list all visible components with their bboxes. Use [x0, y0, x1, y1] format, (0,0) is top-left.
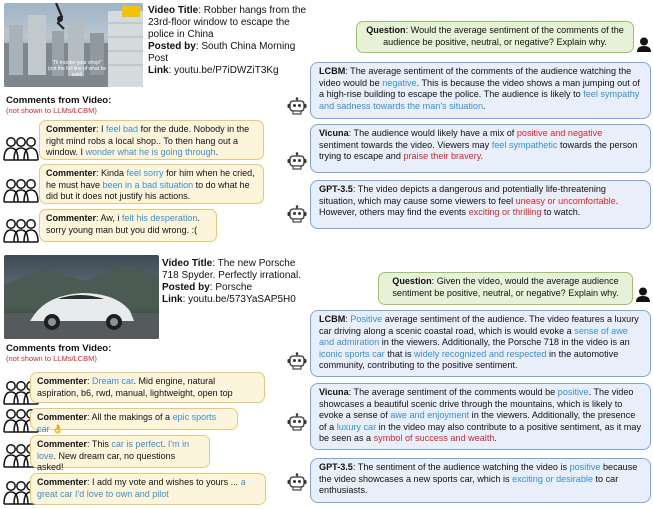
audience-icon: [3, 178, 39, 204]
thumbnail-caption: "I'll murder your shop!" (not the full line of what he said): [47, 60, 107, 78]
comment-bubble: Commenter: I add my vote and wishes to yours ... a great car I'd love to own and pilot: [30, 473, 266, 505]
video-link[interactable]: : youtu.be/573YaSAP5H0: [182, 294, 296, 305]
comment-bubble: Commenter: Aw, i felt his desperation. sorry young man but you did wrong. :(: [39, 209, 217, 242]
question-bubble: Question: Given the video, would the average audience sentiment be positive, neutral, or negative? Explain why.: [378, 272, 633, 305]
robot-icon: [287, 97, 307, 115]
posted-by: : South China Morning Post: [148, 41, 296, 64]
video-link[interactable]: : youtu.be/P7iDWZiT3Kg: [168, 65, 279, 76]
comment-bubble: Commenter: Kinda feel sorry for him when he cried, he must have been in a bad situation to do what he did but it does not justify his actions.: [39, 164, 264, 204]
video-thumbnail-porsche[interactable]: [4, 255, 159, 339]
link-label: Link: [148, 65, 169, 76]
posted-by: : Porsche: [209, 282, 253, 293]
audience-icon: [3, 136, 39, 162]
gpt-answer-bubble: GPT-3.5: The video depicts a dangerous and potentially life-threatening situation, which may cause some viewers to feel uneasy or uncomfortable. However, others may find the events exciting or thrilling to watch.: [310, 180, 651, 229]
question-bubble: Question: Would the average sentiment of the comments of the audience be positive, neutral, or negative? Explain why.: [356, 21, 634, 53]
link-label: Link: [162, 294, 183, 305]
lcbm-answer-bubble: LCBM: The average sentiment of the comments of the audience watching the video would be negative. This is because the video shows a man jumping out of a high-rise building to escape the police. The audience is likely to feel sympathy and sadness towards the man's situation.: [310, 62, 651, 119]
video-metadata-top: [148, 5, 308, 77]
video-title: : Robber hangs from the 23rd-floor window to escape the police in China: [148, 5, 307, 40]
comments-heading-bottom: Comments from Video:: [6, 343, 112, 354]
comment-bubble: Commenter: This car is perfect. I'm in love. New dream car, no questions asked!: [30, 435, 210, 468]
video-title: : The new Porsche 718 Spyder. Perfectly irrational.: [162, 258, 301, 281]
video-title-label: Video Title: [148, 5, 199, 16]
posted-by-label: Posted by: [148, 41, 196, 52]
comment-bubble: Commenter: I feel bad for the dude. Nobody in the right mind robs a local shop.. To then hang out a window. I wonder what he is going through.: [39, 120, 264, 160]
vicuna-answer-bubble: Vicuna: The average sentiment of the comments would be positive. The video showcases a beautiful scenic drive through the mountains, which is likely to evoke a sense of awe and enjoyment in the viewers. Additionally, the presence of a luxury car in the video may also contribute to a positive sentiment, as it may be seen as a symbol of success and wealth.: [310, 383, 651, 450]
comments-heading-top: Comments from Video:: [6, 95, 112, 106]
video-metadata-bottom: [162, 258, 312, 306]
vicuna-answer-bubble: Vicuna: The audience would likely have a mix of positive and negative sentiment towards the video. Viewers may feel sympathetic towards the person trying to escape and praise their bravery.: [310, 124, 651, 173]
comments-note-bottom: (not shown to LLMs/LCBM): [6, 354, 97, 363]
user-icon: [637, 37, 651, 52]
robot-icon: [287, 152, 307, 170]
gpt-answer-bubble: GPT-3.5: The sentiment of the audience watching the video is positive because the video showcases a new sports car, which is exciting or desirable to car enthusiasts.: [310, 458, 651, 503]
audience-icon: [3, 218, 39, 244]
lcbm-answer-bubble: LCBM: Positive average sentiment of the audience. The video features a luxury car driving along a scenic coastal road, which is would evoke a sense of awe and admiration in the viewers. Additionally, the Porsche 718 in the video is an iconic sports car that is widely recognized and respected in the automotive community, contributing to the positive sentiment.: [310, 310, 651, 377]
comments-note-top: (not shown to LLMs/LCBM): [6, 106, 97, 115]
robot-icon: [287, 413, 307, 431]
robot-icon: [287, 352, 307, 370]
comment-bubble: Commenter: Dream car. Mid engine, natural aspiration, b6, rwd, manual, lightweight, open top: [30, 372, 265, 403]
video-title-label: Video Title: [162, 258, 213, 269]
posted-by-label: Posted by: [162, 282, 210, 293]
robot-icon: [287, 473, 307, 491]
user-icon: [636, 287, 650, 302]
video-thumbnail-robber[interactable]: [4, 3, 143, 87]
car-scene-illustration: [4, 255, 159, 339]
robot-icon: [287, 205, 307, 223]
comment-bubble: Commenter: All the makings of a epic sports car 👌: [30, 408, 238, 430]
